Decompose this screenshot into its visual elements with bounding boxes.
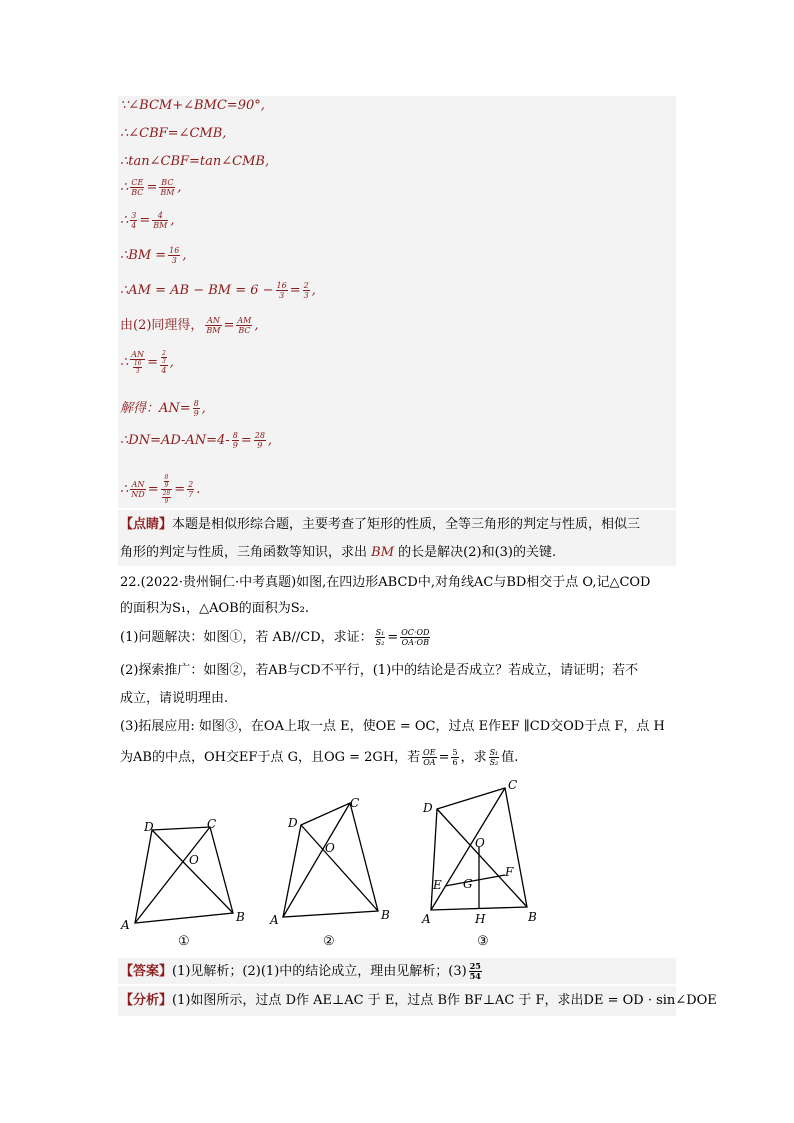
solution-line-8: 由(2)同理得， $\frac{AN}{BM}$ = $\frac{AM}{BC}$ , <box>120 316 259 335</box>
fig1-label-C: C <box>207 817 217 831</box>
problem-line-2: 的面积为S₁，△AOB的面积为S₂. <box>120 601 309 616</box>
fig2-caption: ② <box>323 934 335 949</box>
fig1-label-D: D <box>144 820 154 834</box>
solution-line-9: ∴ $\frac{AN}{\frac{16}{3}}$ = $\frac{\frac{2}{3}}{4}$ , <box>120 350 174 375</box>
fig3-label-C: C <box>508 778 518 792</box>
fig1-label-A: A <box>121 918 130 932</box>
problem-part-2a: (2)探索推广：如图②，若AB与CD不平行，(1)中的结论是否成立？若成立，请证明；若不 <box>120 663 639 678</box>
fig2-label-A: A <box>270 913 279 927</box>
problem-part-1: (1)问题解决：如图①，若 AB//CD，求证： $\frac{\text{S₁}}{\text{S₂}}$ = $\frac{OC\cdot OD}{OA\cdot OB}$ <box>120 628 430 647</box>
fig3-label-F: F <box>505 865 514 879</box>
fig3-label-G: G <box>463 877 473 891</box>
fig2-label-O: O <box>325 841 335 855</box>
fig3-label-O: O <box>475 836 485 850</box>
fig3-label-A: A <box>422 912 431 926</box>
problem-part-3a: (3)拓展应用: 如图③，在OA上取一点 E，使OE = OC，过点 E作EF ∥CD交OD于点 F，点 H <box>120 719 665 734</box>
solution-line-3: ∴tan∠CBF=tan∠CMB, <box>120 154 270 169</box>
problem-line-1: 22.(2022·贵州铜仁·中考真题)如图,在四边形ABCD中,对角线AC与BD相交于点 O,记△COD <box>120 575 651 590</box>
fig1-caption: ① <box>178 934 190 949</box>
solution-line-10: 解得：AN= $\frac{8}{9}$ , <box>120 399 206 418</box>
fig3-label-H: H <box>475 912 486 926</box>
solution-line-6: ∴BM = $\frac{16}{3}$ , <box>120 246 187 265</box>
answer-line: 【答案】(1)见解析；(2)(1)中的结论成立，理由见解析；(3) $\frac{25}{54}$ <box>120 961 481 981</box>
fig2-label-B: B <box>381 908 390 922</box>
fig1-label-O: O <box>189 853 199 867</box>
solution-line-5: ∴ $\frac{3}{4}$ = $\frac{4}{BM}$ , <box>120 211 175 230</box>
comment-line-2: 角形的判定与性质，三角函数等知识，求出 BM 的长是解决(2)和(3)的关键. <box>120 545 557 560</box>
analysis-tag: 【分析】 <box>120 993 173 1008</box>
fig2-label-C: C <box>350 796 360 810</box>
figures <box>0 775 794 955</box>
fig3-label-E: E <box>433 878 442 892</box>
fig3-label-D: D <box>423 801 433 815</box>
comment-line-1: 【点睛】本题是相似形综合题，主要考查了矩形的性质，全等三角形的判定与性质，相似三 <box>120 517 641 532</box>
solution-line-11: ∴DN=AD-AN=4- $\frac{8}{9}$ = $\frac{28}{9}$ , <box>120 431 273 450</box>
problem-part-2b: 成立，请说明理由. <box>120 691 229 706</box>
answer-tag: 【答案】 <box>120 964 173 979</box>
fig2-label-D: D <box>288 816 298 830</box>
solution-line-12: ∴ $\frac{AN}{ND}$ = $\frac{\frac{8}{9}}{\frac{28}{9}}$ = $\frac{2}{7}$ . <box>120 474 201 505</box>
fig3-label-B: B <box>528 910 537 924</box>
analysis-line: 【分析】(1)如图所示，过点 D作 AE⊥AC 于 E，过点 B作 BF⊥AC 于 F，求出DE = OD · sin∠DOE <box>120 993 717 1008</box>
fig3-caption: ③ <box>477 934 489 949</box>
solution-line-4: ∴ $\frac{CE}{BC}$ = $\frac{BC}{BM}$ , <box>120 178 182 197</box>
comment-tag: 【点睛】 <box>120 517 173 532</box>
solution-line-2: ∴∠CBF=∠CMB, <box>120 126 227 141</box>
solution-line-7: ∴AM = AB − BM = 6 − $\frac{16}{3}$ = $\frac{2}{3}$ , <box>120 281 316 300</box>
problem-part-3b: 为AB的中点，OH交EF于点 G，且OG = 2GH，若 $\frac{OE}{OA}$ = $\frac{5}{6}$ ，求 $\frac{\text{S₁}}{\text{S₂}}$ 值. <box>120 748 519 767</box>
fig1-label-B: B <box>236 910 245 924</box>
solution-line-1: ∵∠BCM+∠BMC=90°, <box>120 98 265 113</box>
